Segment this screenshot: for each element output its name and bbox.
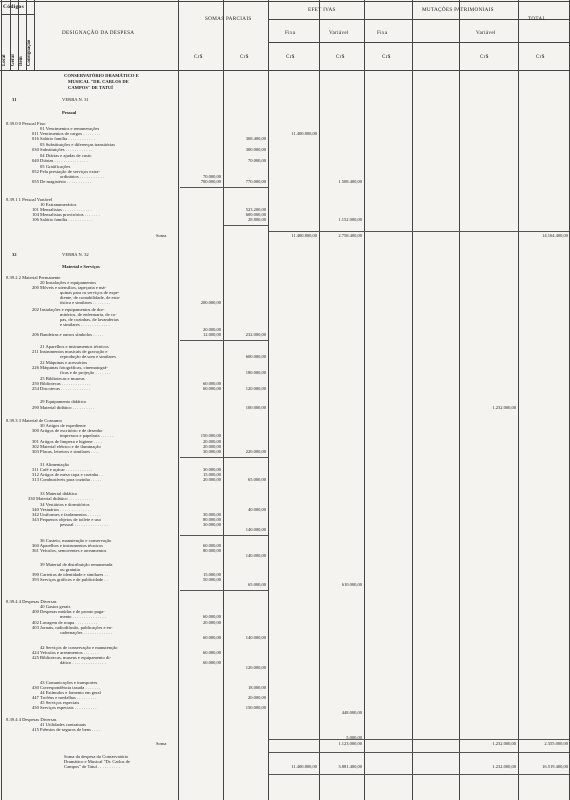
amount-cell: 600.000,00 [245, 212, 266, 217]
amount-cell: 11.400.800,00 [291, 764, 317, 769]
subheader-rule [268, 19, 570, 20]
designation-line: 39 Material de distribuição remunerada [40, 562, 113, 567]
amount-cell: 1.232.000,00 [492, 741, 516, 746]
designation-line: Soma [156, 233, 167, 238]
amount-cell: 220.000,00 [245, 449, 266, 454]
designation-line: Soma da despesa do Conservatório [64, 754, 129, 759]
amount-cell: 30.000,00 [203, 449, 221, 454]
designation-line: 340 Vestuários . . . . . . . . . . . . . . [32, 507, 92, 512]
designation-line: 106 Salário família . . . . . . . . . . . [32, 217, 93, 222]
fixa-label: Fixa [377, 30, 388, 36]
designation-line: 8.39.3 3 Material de Consumo [6, 418, 62, 423]
designation-line: 430 Correspondência taxada . . . . . . . [32, 685, 101, 690]
designation-line: 254 Discotecas . . . . . . . . . . . . . [32, 386, 90, 391]
designation-line: reprodução de som e similares [60, 354, 116, 359]
amount-cell: 12.000,00 [203, 332, 221, 337]
sum-rule [180, 187, 268, 188]
amount-cell: 523.200,00 [245, 207, 266, 212]
designation-line: 424 Veículos e arreamentos . . . . . . . [32, 650, 99, 655]
amount-cell: 60.000,00 [203, 614, 221, 619]
designation-line: 313 Combustíveis para cozinha . . . . . [32, 477, 102, 482]
amount-cell: 120.000,00 [245, 665, 266, 670]
amount-cell: 770.000,00 [245, 179, 266, 184]
top-rule [0, 1, 570, 2]
amount-cell: 11.400.800,00 [291, 131, 317, 136]
efetivas-label: EFET IVAS [308, 7, 336, 13]
sum-rule [269, 752, 569, 753]
amount-cell: 20.000,00 [203, 327, 221, 332]
sum-rule [269, 739, 569, 740]
designation-line: 403 Jornais, radiodifusão, publicações e en- [32, 625, 113, 630]
designation-line: diente, de contabilidade, de esta- [60, 295, 121, 300]
designation-line: 101 Mensalistas . . . . . . . . . . . . . [32, 207, 92, 212]
designation-line: VERBA N. 31 [62, 97, 89, 102]
col-rule [364, 0, 365, 800]
designation-line: cadernações . . . . . . . . . . . . . [60, 630, 113, 635]
designation-line: 34 Vestiários e dormitórios [40, 502, 90, 507]
designation-line: 311 Café e açúcar . . . . . . . . . . . . [32, 467, 93, 472]
designation-line: 25 Bibliotecas e museus [40, 376, 85, 381]
designation-line: 400 Despesas miúdas e de pronto paga- [32, 609, 105, 614]
amount-cell: 60.000,00 [203, 543, 221, 548]
local-label: Local [2, 54, 7, 66]
designation-line: 303 Placas, letreiros e similares . . . . [32, 449, 100, 454]
total-label: TOTAL [528, 16, 546, 22]
sum-rule [269, 774, 569, 775]
designation-line: MUSICAL "DR. CARLOS DE [68, 79, 129, 84]
amount-cell: 60.000,00 [203, 381, 221, 386]
sum-rule [269, 231, 569, 232]
amount-cell: 30.000,00 [203, 467, 221, 472]
designation-line: Soma [156, 741, 167, 746]
amount-cell: 140.000,00 [245, 553, 266, 558]
designation-line: 030 Substituições . . . . . . . . . . . . [32, 147, 93, 152]
amount-cell: 70.000,00 [203, 174, 221, 179]
amount-cell: 3.881.400,00 [338, 764, 362, 769]
currency-label: Cr$ [336, 54, 345, 60]
designation-line: 43 Comunicações e transportes [40, 680, 98, 685]
currency-label: Cr$ [382, 54, 391, 60]
amount-cell: 15.000,00 [203, 572, 221, 577]
designation-line: 8.39.4 4 Despesas Diversas [6, 717, 57, 722]
designation-line: 200 Móveis e utensílios, tapeçaria e má- [32, 285, 107, 290]
amount-cell: 15.000,00 [203, 472, 221, 477]
amount-cell: 20.000,00 [203, 477, 221, 482]
designation-line: ficas e de projeção . . . . . . . [60, 370, 111, 375]
designation-line: 211 Instrumentos musicais de gravação e [32, 349, 108, 354]
amount-cell: 60.000,00 [203, 650, 221, 655]
sum-rule [180, 340, 268, 341]
amount-cell: 140.000,00 [245, 635, 266, 640]
designation-line: 402 Lavagem de roupa . . . . . . . . . . [32, 620, 98, 625]
amount-cell: 1.232.000,00 [492, 405, 516, 410]
designation-line: 44 Estímulos e fomento em geral [40, 690, 101, 695]
amount-cell: 60.000,00 [203, 660, 221, 665]
designation-line: impressos e papelaria . . . . . . [60, 433, 114, 438]
designation-line: 8.39.4 4 Despesas Diversas [6, 599, 57, 604]
col-rule [319, 0, 320, 800]
col-rule [518, 0, 519, 800]
designation-line: 361 Veículos, semoventes e arreamentos [32, 548, 107, 553]
designation-line: Dramático e Musical "Dr. Carlos de [64, 759, 130, 764]
designation-line: 8.39.0 0 Pessoal Fixo [6, 121, 46, 126]
amount-cell: 368.400,00 [245, 136, 266, 141]
designation-line: 301 Artigos de limpeza e higiene . . . . [32, 439, 102, 444]
currency-label: Cr$ [480, 54, 489, 60]
designacao-label: DESIGNAÇÃO DA DESPESA [62, 30, 135, 36]
amount-cell: 2.355.000,00 [544, 741, 568, 746]
designation-line: 300 Artigos de escritório e de desenho [32, 428, 103, 433]
designation-line: 330 Material didático . . . . . . . . . . . [28, 496, 93, 501]
designation-line: Campos" de Tatuí . . . . . . . . . . [64, 764, 120, 769]
designation-line: VERBA N. 32 [62, 252, 89, 257]
subheader-rule [268, 42, 570, 43]
designation-line: 390 Carteiras de identidade e similares . . [32, 572, 108, 577]
designation-line: 415 Prêmios de seguros de bens . . . . [32, 727, 101, 732]
designation-line: 20 Instalações e equipamentos [40, 280, 96, 285]
amount-cell: 448.000,00 [341, 710, 362, 715]
col-rule [178, 0, 179, 800]
amount-cell: 16.519.400,00 [542, 764, 568, 769]
item-label: Item [19, 56, 24, 66]
designation-line: 36 Custeio, manutenção e conservação [40, 538, 112, 543]
codigos-label: Códigos [3, 4, 25, 10]
designation-line: 052 Pela prestação de serviços extra- [32, 169, 100, 174]
col-rule [459, 0, 460, 800]
designation-line: 302 Material elétrico e de iluminação [32, 444, 101, 449]
designation-line: 10 Extranumerários [40, 202, 77, 207]
designation-line: 342 Uniformes e fardamentos . . . . . . [32, 512, 101, 517]
designation-line: 055 De magistério . . . . . . . . . . . [32, 179, 92, 184]
variavel-label: Variável [329, 30, 349, 36]
designation-line: 03 Substituições e diferenças transitórias [40, 142, 116, 147]
amount-cell: 20.000,00 [203, 620, 221, 625]
amount-cell: 20.000,00 [203, 439, 221, 444]
designation-line: 01 Vencimentos e remunerações [40, 126, 100, 131]
designation-line: 312 Artigos de mesa copa e cozinha . . [32, 472, 103, 477]
designation-line: CONSERVATÓRIO DRAMÁTICO E [64, 73, 139, 78]
amount-cell: 18.000,00 [248, 685, 266, 690]
designation-line: 22 Máquinas e acessórios [40, 360, 88, 365]
amount-cell: 40.000,00 [248, 507, 266, 512]
sum-rule [180, 590, 268, 591]
col-rule [223, 0, 224, 800]
designation-line: e similares . . . . . . . . . . . . . [60, 322, 110, 327]
designation-line: 450 Serviços especiais . . . . . . . . . . [32, 705, 97, 710]
amount-cell: 20.000,00 [248, 695, 266, 700]
variavel-label: Variável [476, 30, 496, 36]
sum-rule [224, 225, 268, 226]
designation-line: 42 Serviços de conservação e manutenção [40, 645, 118, 650]
designation-line: 30 Artigos de expediente [40, 423, 86, 428]
currency-label: Cr$ [536, 54, 545, 60]
amount-cell: 200.000,00 [200, 300, 221, 305]
col-rule [412, 0, 413, 800]
designation-line: 011 Vencimentos de cargos . . . . . . . . [32, 131, 101, 136]
designation-line: 45 Serviços especiais [40, 700, 80, 705]
amount-cell: 600.000,00 [245, 354, 266, 359]
designation-line: 290 Material didático . . . . . . . . . . [32, 405, 95, 410]
designation-line: dático . . . . . . . . . . . . . . . [60, 660, 106, 665]
amount-cell: 65.000,00 [248, 477, 266, 482]
amount-cell: 65.000,00 [248, 582, 266, 587]
designation-line: Pessoal [62, 110, 77, 115]
designation-line: 104 Mensalistas provisórios . . . . . . . [32, 212, 100, 217]
designation-line: 04 Diárias e ajudas de custo [40, 153, 92, 158]
designation-line: 040 Diárias . . . . . . . . . . . . . . . [32, 158, 88, 163]
amount-cell: 5.000,00 [346, 735, 362, 740]
designation-line: mitórios, de enfermaria, de co- [60, 312, 117, 317]
designation-line: 33 Material didático [40, 491, 78, 496]
amount-cell: 11.400.800,00 [291, 233, 317, 238]
amount-cell: 1.232.000,00 [492, 764, 516, 769]
designation-line: 447 Troféus e medalhas . . . . . . . . . [32, 695, 97, 700]
designation-line: 425 Bibliotecas, museus e equipamento di- [32, 655, 112, 660]
geral-label: Geral [11, 54, 16, 66]
somas-parciais-label: SOMAS PARCIAIS [205, 16, 252, 22]
mutacoes-label: MUTAÇÕES PATRIMONIAIS [422, 7, 494, 13]
designation-line: quinas para os serviços de expe- [60, 290, 120, 295]
fixa-label: Fixa [285, 30, 296, 36]
currency-label: Cr$ [286, 54, 295, 60]
designation-line: 016 Salário família . . . . . . . . . . . . [32, 136, 95, 141]
amount-cell: 20.000,00 [203, 444, 221, 449]
amount-cell: 80.000,00 [203, 517, 221, 522]
designation-line: 29 Equipamento didático [40, 399, 87, 404]
amount-cell: 1.508.400,00 [338, 179, 362, 184]
amount-cell: 180.000,00 [245, 370, 266, 375]
amount-cell: 70.000,00 [248, 158, 266, 163]
designation-line: ordinários . . . . . . . . . . . [60, 174, 104, 179]
designation-line: 343 Pequenos objetos de toilete e uso [32, 517, 101, 522]
amount-cell: 50.000,00 [203, 577, 221, 582]
currency-label: Cr$ [194, 54, 203, 60]
sum-rule [180, 457, 268, 458]
amount-cell: 140.000,00 [245, 527, 266, 532]
amount-cell: 14.164.400,00 [542, 233, 568, 238]
amount-cell: 1.123.000,00 [338, 741, 362, 746]
designation-line: 206 Bandeiras e outros símbolos . . . . . [32, 332, 104, 337]
col-rule [1, 0, 2, 800]
amount-cell: 300.000,00 [245, 147, 266, 152]
amount-cell: 30.000,00 [203, 522, 221, 527]
amount-cell: 80.000,00 [203, 548, 221, 553]
col-rule [268, 0, 269, 800]
amount-cell: 610.000,00 [341, 582, 362, 587]
currency-label: Cr$ [240, 54, 249, 60]
designation-line: 31 [12, 97, 17, 102]
designation-line: pessoal . . . . . . . . . . . . . . . [60, 522, 108, 527]
col-rule [34, 0, 35, 70]
amount-cell: 60.000,00 [203, 635, 221, 640]
amount-cell: 120.000,00 [245, 386, 266, 391]
designation-line: mento . . . . . . . . . . . . . . . [60, 614, 106, 619]
codigos-rule [1, 14, 34, 15]
designation-line: 31 Alimentação [40, 462, 69, 467]
header-bottom-rule [0, 70, 570, 71]
designation-line: 40 Gastos gerais [40, 604, 71, 609]
designation-line: pas, de cozinhas, de lavanderias [60, 317, 119, 322]
designation-line: Material e Serviços [62, 264, 100, 269]
amount-cell: 60.000,00 [203, 386, 221, 391]
amount-cell: 1.152.000,00 [338, 217, 362, 222]
amount-cell: 30.000,00 [203, 512, 221, 517]
amount-cell: 28.800,00 [248, 217, 266, 222]
designation-line: 21 Aparelhos e instrumentos técnicos [40, 344, 109, 349]
consignacao-label: Consignação [27, 39, 32, 66]
designation-line: ou gratuita [60, 567, 80, 572]
designation-line: 360 Aparelhos e instrumentos técnicos [32, 543, 103, 548]
designation-line: tística e similares . . . . . . . . [60, 300, 111, 305]
designation-line: 393 Serviços gráficos e de publicidade . . [32, 577, 108, 582]
amount-cell: 232.000,00 [245, 332, 266, 337]
designation-line: 05 Gratificações [40, 164, 71, 169]
designation-line: 8.39.2 2 Material Permanente [6, 275, 61, 280]
amount-cell: 150.000,00 [200, 433, 221, 438]
designation-line: 226 Máquinas fotográficas, cinematográ- [32, 365, 108, 370]
designation-line: 250 Bibliotecas . . . . . . . . . . . . . [32, 381, 91, 386]
amount-cell: 150.000,00 [245, 705, 266, 710]
amount-cell: 700.000,00 [200, 179, 221, 184]
designation-line: 202 Instalações e equipamentos de dor- [32, 307, 105, 312]
designation-line: 41 Utilidades contratuais [40, 722, 86, 727]
designation-line: 32 [12, 252, 17, 257]
designation-line: CAMPOS" DE TATUÍ [68, 85, 113, 90]
amount-cell: 100.000,00 [245, 405, 266, 410]
designation-line: 8.39.1 1 Pessoal Variável [6, 197, 53, 202]
sum-rule [180, 535, 268, 536]
amount-cell: 2.758.400,00 [338, 233, 362, 238]
